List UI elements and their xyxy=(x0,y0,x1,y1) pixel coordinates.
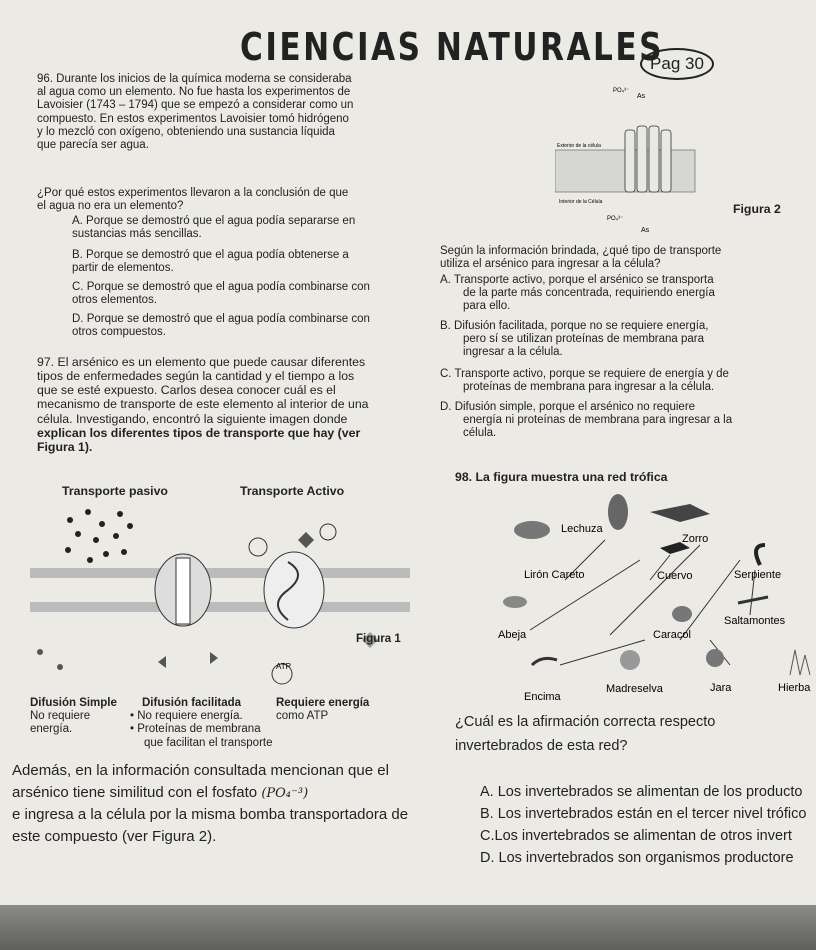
q97-more-1: Además, en la información consultada mencionan que el xyxy=(12,762,389,779)
fig1-passive-title: Transporte pasivo xyxy=(62,484,168,498)
q97-option-a[interactable]: A. Transporte activo, porque el arsénico se transporta de la parte más concentrada, requiriendo energía para ello. xyxy=(440,274,715,313)
fig1-col2: Difusión facilitada • No requiere energía. • Proteínas de membrana que facilitan el transporte xyxy=(130,697,273,749)
q98-option-b[interactable]: B. Los invertebrados están en el tercer nivel tróficо xyxy=(480,806,807,822)
figure-1-transport-diagram xyxy=(30,502,430,694)
food-web-saltamontes: Saltamontes xyxy=(724,615,786,627)
food-web-zorro: Zorro xyxy=(682,533,709,545)
q96-option-d[interactable]: D. Porque se demostró que el agua podía combinarse con otros compuestos. xyxy=(72,313,370,339)
q96-option-c[interactable]: C. Porque se demostró que el agua podía combinarse con otros elementos. xyxy=(72,281,370,307)
q98-option-a[interactable]: A. Los invertebrados se alimentan de los producto xyxy=(480,784,803,800)
q97-more-3: e ingresa a la célula por la misma bomba transportadora de xyxy=(12,806,409,823)
fig2-po4-top: PO₄³⁻ xyxy=(613,88,630,94)
q97-option-c[interactable]: C. Transporte activo, porque se requiere de energía y de proteínas de membrana para ingresar a la célula. xyxy=(440,368,729,394)
food-web-hierba: Hierba xyxy=(778,682,811,694)
food-web-madreselva: Madreselva xyxy=(606,683,663,695)
q97-question: Según la información brindada, ¿qué tipo de transporte utiliza el arsénico para ingresar a la célula? xyxy=(440,245,722,271)
food-web-lechuza: Lechuza xyxy=(561,523,603,535)
fig2-inside-label: Interior de la Célula xyxy=(559,199,603,205)
page-title: CIENCIAS NATURALES xyxy=(240,25,665,69)
figure-2-label: Figura 2 xyxy=(733,202,781,216)
fig1-atp: ATP xyxy=(276,662,291,671)
q98-question-1: ¿Cuál es la afirmación correcta respecto xyxy=(455,714,716,730)
q96-option-b[interactable]: B. Porque se demostró que el agua podía obtenerse a partir de elementos. xyxy=(72,249,349,275)
food-web-jara: Jara xyxy=(710,682,732,694)
q97-more-4: este compuesto (ver Figura 2). xyxy=(12,828,217,845)
fig1-active-title: Transporte Activo xyxy=(240,484,345,498)
phosphate-formula: (PO₄⁻³) xyxy=(261,786,309,801)
q98-question-2: invertebrados de esta red? xyxy=(455,738,628,754)
page-bottom-shadow xyxy=(0,905,816,950)
fig2-as-top: As xyxy=(637,93,646,100)
fig2-po4-bottom: PO₄³⁻ xyxy=(607,216,624,222)
food-web-serpiente: Serpiente xyxy=(734,569,782,581)
q98-title: 98. La figura muestra una red trófica xyxy=(455,470,668,484)
page-number-badge: Pag 30 xyxy=(640,48,714,80)
food-web-encima: Encima xyxy=(524,691,561,700)
q96-option-a[interactable]: A. Porque se demostró que el agua podía separarse en sustancias más sencillas. xyxy=(72,215,356,241)
fig1-col3: Requiere energía como ATP xyxy=(276,697,370,723)
food-web-cuervo: Cuervo xyxy=(657,570,693,582)
q97-option-b[interactable]: B. Difusión facilitada, porque no se requiere energía, pero sí se utilizan proteínas de membrana para ingresar a la célula. xyxy=(440,320,709,359)
food-web-caracol: Caracol xyxy=(653,629,691,641)
figure-2-phosphate-pump xyxy=(555,80,705,240)
food-web-abeja: Abeja xyxy=(498,629,527,641)
q97-option-d[interactable]: D. Difusión simple, porque el arsénico no requiere energía ni proteínas de membrana para ingresar a la célula. xyxy=(440,401,733,440)
q97-more-2: arsénico tiene similitud con el fosfato (PO₄⁻³) xyxy=(12,784,309,801)
fig2-outside-label: Exterior de la célula xyxy=(557,143,601,149)
figure-food-web xyxy=(470,490,816,700)
q98-option-c[interactable]: C.Los invertebrados se alimentan de otros invert xyxy=(480,828,792,844)
food-web-liron: Lirón Careto xyxy=(524,569,585,581)
figure-1-label: Figura 1 xyxy=(356,633,401,645)
fig1-col1: Difusión Simple No requiere energía. xyxy=(30,697,117,736)
q96-text: 96. Durante los inicios de la química moderna se consideraba al agua como un elemento. No fue hasta los experimentos de Lavoisier (1743 – 1794) que se empezó a considerar como un compuesto. En estos experimentos Lavoisier tomó hidrógeno y lo mezcló con oxígeno, obteniendo una sustancia líquida que parecía ser agua. xyxy=(37,73,354,152)
q97-text: 97. El arsénico es un elemento que puede causar diferentes tipos de enfermedades según la cantidad y el tiempo a los que se esté expuesto. Carlos desea conocer cuál es el mecanismo de transporte de este elemento al interior de una célula. Investigando, encontró la siguiente imagen donde explican los diferentes tipos de transporte que hay (ver Figura 1). xyxy=(37,355,369,454)
q96-question: ¿Por qué estos experimentos llevaron a la conclusión de que el agua no era un elemento? xyxy=(37,187,349,213)
fig2-as-bottom: As xyxy=(641,227,650,234)
q98-option-d[interactable]: D. Los invertebrados son organismos productore xyxy=(480,850,794,866)
